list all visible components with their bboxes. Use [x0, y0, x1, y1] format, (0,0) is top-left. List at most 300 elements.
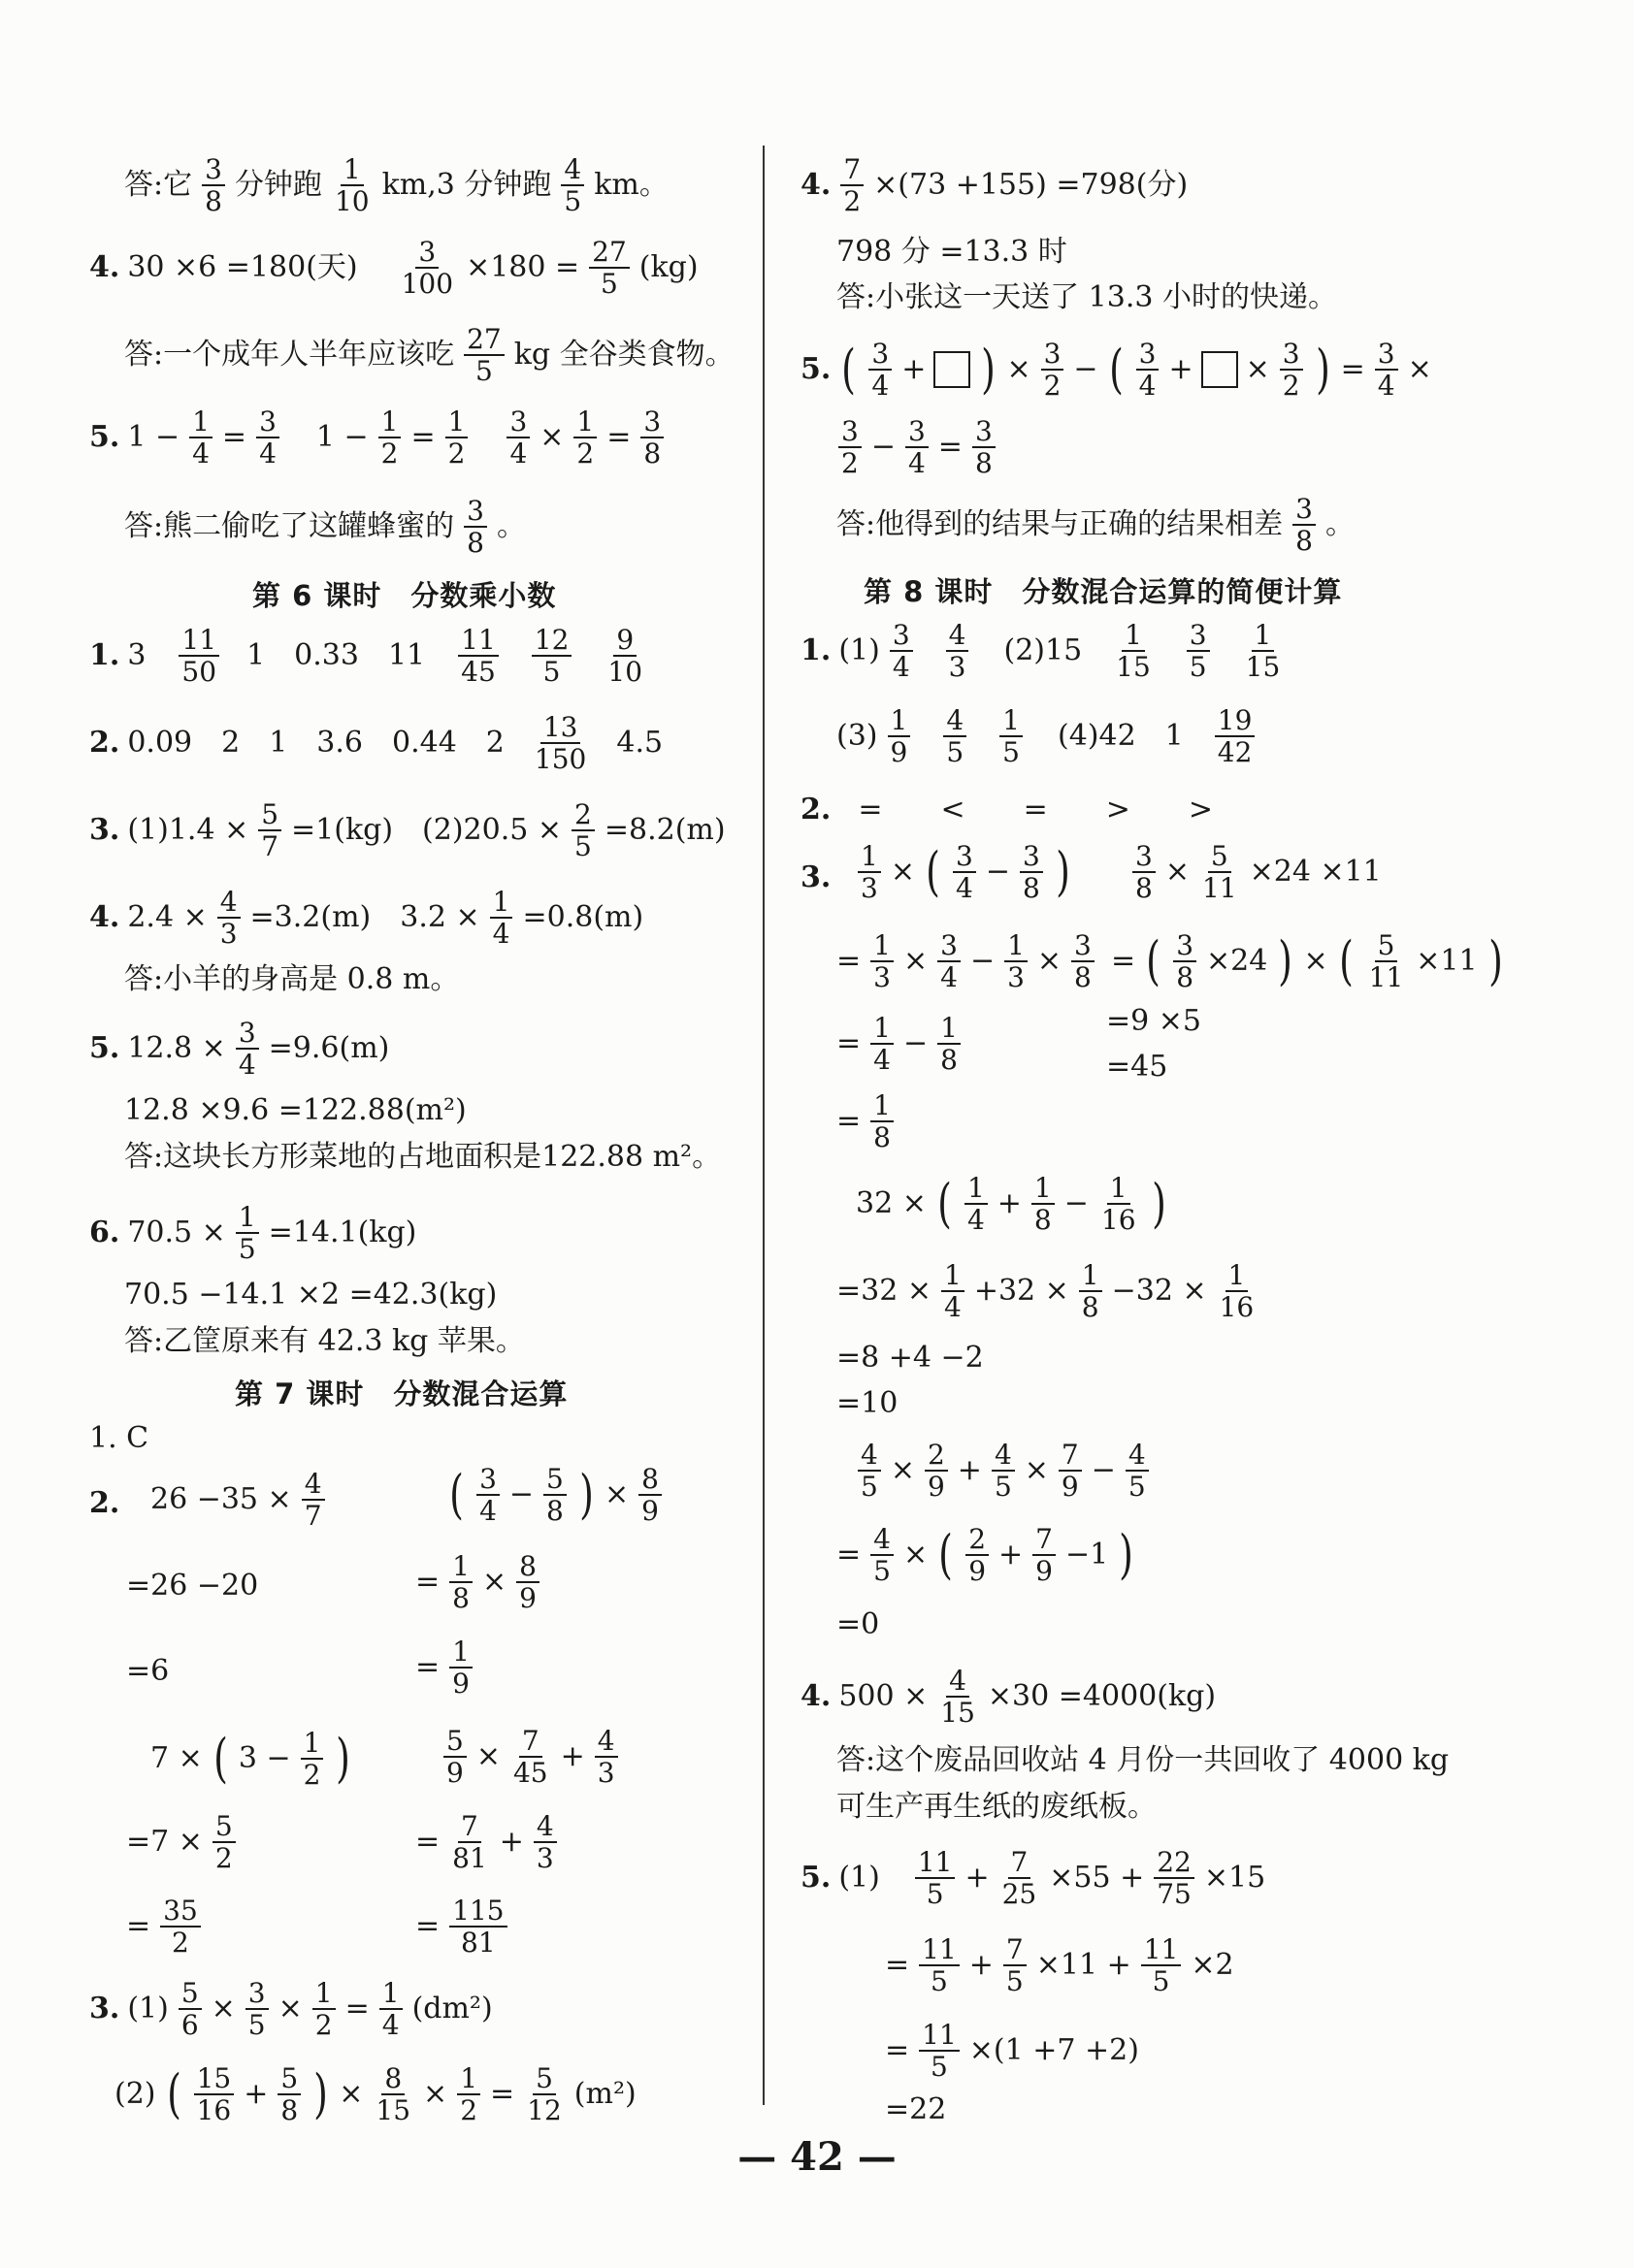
big-paren: ( — [166, 2063, 181, 2125]
fraction — [449, 1896, 507, 1958]
denominator: 4 — [259, 437, 277, 470]
l8-q3b-l2 — [1111, 931, 1506, 992]
l8-q2 — [801, 795, 1213, 825]
l8-q4 — [801, 1667, 1216, 1728]
denominator: 4 — [871, 370, 890, 403]
numerator: 1 — [941, 1261, 964, 1292]
math-text: 4.5 — [616, 726, 664, 761]
math-text: − — [1091, 1453, 1116, 1488]
denominator: 9 — [519, 1582, 537, 1615]
fraction — [302, 1470, 325, 1531]
fraction — [1003, 1935, 1027, 1996]
fraction — [589, 238, 630, 299]
denominator: 5 — [1152, 1965, 1170, 1998]
denominator: 11 — [1201, 872, 1237, 905]
denominator: 5 — [926, 1878, 944, 1911]
math-text: − — [902, 1026, 929, 1061]
math-text: + — [560, 1739, 585, 1774]
denominator: 4 — [479, 1495, 497, 1528]
math-text: ×2 — [1191, 1948, 1234, 1983]
fraction — [919, 2021, 960, 2082]
denominator: 10 — [607, 656, 643, 689]
l6-q6 — [89, 1203, 416, 1264]
question-number: 1. — [801, 633, 832, 668]
fraction — [457, 2064, 480, 2125]
denominator: 5 — [574, 830, 592, 863]
denominator: 4 — [492, 918, 510, 951]
denominator: 8 — [974, 447, 993, 480]
l7-e2-l1 — [446, 1465, 664, 1526]
math-text: = — [937, 430, 963, 465]
denominator: 15 — [1116, 651, 1151, 684]
fraction — [449, 1637, 473, 1699]
numerator: 7 — [1003, 1935, 1027, 1966]
math-text: × — [1245, 352, 1270, 387]
r-q5 — [801, 340, 1432, 401]
big-paren: ( — [449, 1464, 464, 1526]
page-number: — 42 — — [737, 2134, 897, 2180]
denominator: 8 — [1033, 1204, 1052, 1237]
fraction — [888, 706, 911, 767]
question-number: 3. — [89, 813, 120, 848]
numerator: 2 — [925, 1441, 948, 1472]
l7-e2-l2 — [415, 1552, 541, 1613]
math-text: × — [539, 420, 565, 455]
denominator: 4 — [192, 437, 210, 470]
fraction — [449, 1552, 473, 1613]
math-text: = — [415, 1825, 441, 1860]
numerator: 1 — [312, 1979, 336, 2010]
numerator: 4 — [561, 155, 584, 186]
fraction — [937, 931, 961, 992]
math-text: 1 − — [315, 420, 369, 455]
question-number: 4. — [89, 900, 120, 935]
fraction — [999, 1848, 1040, 1909]
l8-q3b-l4: =45 — [1106, 1050, 1168, 1084]
fraction — [1280, 340, 1303, 401]
r-q5-line2 — [836, 417, 997, 478]
math-text: × — [604, 1477, 630, 1512]
denominator: 5 — [931, 1965, 948, 1998]
math-text: = — [1340, 352, 1365, 387]
numerator: 7 — [840, 155, 864, 186]
lesson8-title: 第 8 课时 分数混合运算的简便计算 — [864, 575, 1343, 608]
math-text: = — [415, 1909, 441, 1944]
fraction — [458, 626, 499, 687]
r-q5-answer — [836, 495, 1355, 556]
math-text: + — [964, 1861, 990, 1895]
denominator: 16 — [1219, 1291, 1255, 1324]
math-text: × — [1164, 855, 1190, 890]
denominator: 5 — [601, 268, 618, 301]
math-text: × — [423, 2077, 448, 2112]
denominator: 5 — [1127, 1471, 1146, 1504]
math-text: = — [836, 1538, 862, 1572]
math-text: (1)1.4 × — [127, 813, 249, 848]
l7-q1: 1. C — [89, 1421, 149, 1455]
numerator: 1 — [858, 842, 881, 873]
l8-q3c-l1 — [856, 1174, 1169, 1235]
numerator: 3 — [640, 407, 664, 438]
fraction — [640, 407, 664, 469]
math-text: ×55 + — [1049, 1861, 1145, 1895]
numerator: 11 — [458, 626, 499, 657]
fraction — [999, 706, 1023, 767]
denominator: 8 — [1074, 961, 1092, 994]
l7-e1-l1 — [150, 1470, 327, 1531]
denominator: 15 — [376, 2094, 411, 2127]
math-text: (2) — [114, 2077, 156, 2112]
fraction — [464, 325, 505, 386]
fraction — [1141, 1935, 1182, 1996]
numerator: 1 — [189, 407, 212, 438]
denominator: 4 — [943, 1291, 962, 1324]
numerator: 5 — [179, 1979, 202, 2010]
fraction — [1113, 621, 1154, 682]
numerator: 3 — [838, 417, 862, 448]
denominator: 16 — [1100, 1204, 1136, 1237]
math-text: −32 × — [1111, 1274, 1207, 1309]
math-text: 500 × — [838, 1679, 929, 1714]
numerator: 19 — [1215, 706, 1256, 737]
denominator: 4 — [956, 872, 973, 905]
denominator: 9 — [968, 1555, 987, 1588]
fraction — [561, 155, 584, 216]
numerator: 1 — [341, 155, 364, 186]
fraction — [1132, 842, 1156, 903]
fraction — [332, 155, 373, 216]
denominator: 2 — [214, 1842, 233, 1875]
denominator: 4 — [873, 1044, 891, 1077]
question-number: 4. — [89, 250, 120, 285]
denominator: 4 — [238, 1049, 256, 1082]
big-paren: ) — [1315, 339, 1330, 401]
math-text: 30 ×6 =180(天) — [127, 250, 358, 285]
fraction — [510, 1727, 551, 1788]
q4-answer — [124, 325, 735, 386]
math-text: 。 — [1324, 507, 1355, 542]
math-text: =1(kg) (2)20.5 × — [291, 813, 563, 848]
column-divider — [763, 146, 765, 2105]
lesson6-title: 第 6 课时 分数乘小数 — [252, 579, 557, 612]
math-text: = — [126, 1909, 151, 1944]
big-paren: ( — [841, 339, 857, 401]
big-paren: ( — [1146, 930, 1161, 992]
denominator: 150 — [534, 743, 587, 776]
fraction — [972, 417, 996, 478]
denominator: 2 — [314, 2009, 333, 2042]
big-paren: ) — [1151, 1173, 1166, 1235]
denominator: 2 — [172, 1927, 189, 1960]
math-text: ×11 + — [1035, 1948, 1131, 1983]
fraction — [1032, 1525, 1056, 1586]
fraction — [638, 1465, 662, 1526]
numerator: 1 — [1031, 1174, 1055, 1205]
fraction — [534, 1812, 557, 1873]
fraction — [258, 800, 281, 861]
l6-q6-line2: 70.5 −14.1 ×2 =42.3(kg) — [124, 1278, 498, 1312]
math-text: ×24 — [1206, 944, 1268, 979]
math-text: × — [481, 1565, 507, 1600]
denominator: 4 — [940, 961, 958, 994]
math-text: =32 × — [836, 1274, 931, 1309]
math-text: × — [1036, 944, 1062, 979]
numerator: 3 — [1071, 931, 1095, 962]
math-text: +32 × — [973, 1274, 1069, 1309]
math-text: 3 — [127, 638, 147, 673]
l6-q4-answer: 答:小羊的身高是 0.8 m。 — [124, 962, 460, 996]
fraction — [212, 1812, 236, 1873]
fraction — [1079, 1261, 1102, 1322]
numerator: 5 — [1208, 842, 1231, 873]
fraction — [858, 1441, 881, 1502]
numerator: 8 — [638, 1465, 662, 1496]
numerator: 1 — [1122, 621, 1145, 652]
denominator: 3 — [861, 872, 878, 905]
numerator: 13 — [540, 713, 581, 744]
denominator: 2 — [1282, 370, 1300, 403]
math-text: + — [997, 1186, 1022, 1221]
numerator: 27 — [464, 325, 505, 356]
l6-q5 — [89, 1019, 389, 1080]
numerator: 11 — [919, 2021, 960, 2052]
fraction — [1243, 621, 1284, 682]
numerator: 1 — [937, 1014, 961, 1045]
fraction — [1071, 931, 1095, 992]
math-text: × — [339, 2077, 364, 2112]
numerator: 3 — [236, 1019, 259, 1050]
fraction — [925, 1441, 948, 1502]
l8-q5-l1 — [801, 1848, 1265, 1909]
denominator: 2 — [1043, 370, 1062, 403]
fraction — [870, 1014, 894, 1075]
denominator: 7 — [304, 1500, 322, 1533]
fraction — [445, 407, 469, 469]
fraction — [278, 2064, 301, 2125]
fraction — [476, 1465, 500, 1526]
numerator: 1 — [999, 706, 1023, 737]
math-text: = — [885, 2033, 910, 2068]
math-text: = — [885, 1948, 910, 1983]
l8-q3a-l1 — [856, 842, 1073, 903]
fraction — [464, 497, 487, 558]
l6-q5-answer: 答:这块长方形菜地的占地面积是122.88 m²。 — [124, 1140, 722, 1174]
l6-q2 — [89, 713, 663, 774]
fraction — [1098, 1174, 1139, 1235]
denominator: 2 — [460, 2094, 478, 2127]
math-text: (3) — [836, 719, 878, 754]
math-text: 答:熊二偷吃了这罐蜂蜜的 — [124, 509, 455, 544]
math-text: = — [836, 944, 862, 979]
numerator: 3 — [1173, 931, 1196, 962]
numerator: 1 — [490, 888, 513, 919]
l7-e4-l3 — [415, 1896, 509, 1958]
denominator: 9 — [890, 736, 908, 769]
fraction — [507, 407, 530, 469]
denominator: 8 — [546, 1495, 564, 1528]
numerator: 3 — [245, 1979, 269, 2010]
numerator: 11 — [179, 626, 219, 657]
numerator: 3 — [1136, 340, 1160, 371]
numerator: 4 — [992, 1441, 1015, 1472]
numerator: 12 — [532, 626, 572, 657]
numerator: 3 — [868, 340, 892, 371]
denominator: 3 — [597, 1757, 615, 1790]
denominator: 3 — [873, 961, 891, 994]
numerator: 3 — [905, 417, 929, 448]
denominator: 9 — [452, 1668, 470, 1701]
math-text: × — [1303, 944, 1328, 979]
fraction — [301, 1729, 324, 1790]
math-text: − — [508, 1477, 535, 1512]
denominator: 2 — [841, 447, 859, 480]
big-paren: ( — [1338, 930, 1354, 992]
numerator: 9 — [613, 626, 637, 657]
fraction — [595, 1727, 618, 1788]
denominator: 8 — [940, 1044, 958, 1077]
lesson7-title: 第 7 课时 分数混合运算 — [235, 1377, 569, 1410]
denominator: 8 — [1135, 872, 1153, 905]
fraction — [378, 407, 402, 469]
numerator: 3 — [1280, 340, 1303, 371]
blank-box — [933, 351, 970, 388]
denominator: 8 — [1295, 525, 1313, 558]
l7-e1-l2: =26 −20 — [126, 1569, 259, 1603]
numerator: 1 — [449, 1637, 473, 1669]
numerator: 1 — [236, 1203, 259, 1234]
math-text: 70.5 × — [127, 1215, 226, 1250]
fraction — [572, 800, 595, 861]
fraction — [905, 417, 929, 478]
numerator: 5 — [258, 800, 281, 831]
fraction — [532, 713, 589, 774]
numerator: 1 — [378, 407, 402, 438]
numerator: 3 — [1041, 340, 1064, 371]
denominator: 6 — [180, 2009, 199, 2042]
numerator: 3 — [202, 155, 225, 186]
numerator: 5 — [543, 1465, 567, 1496]
l8-q3c-l2 — [836, 1261, 1258, 1322]
big-paren: ) — [579, 1464, 594, 1526]
denominator: 2 — [380, 437, 399, 470]
l8-q3c-l3: =8 +4 −2 — [836, 1341, 984, 1375]
numerator: 27 — [589, 238, 630, 269]
fraction — [1136, 340, 1160, 401]
fraction — [937, 1667, 978, 1728]
numerator: 3 — [972, 417, 996, 448]
l7-e4-l2 — [415, 1812, 559, 1873]
fraction — [256, 407, 279, 469]
numerator: 4 — [1126, 1441, 1149, 1472]
denominator: 5 — [475, 355, 493, 388]
math-text: − — [1073, 352, 1098, 387]
math-text: =8.2(m) — [604, 813, 726, 848]
denominator: 8 — [205, 185, 222, 218]
math-text: × — [475, 1739, 501, 1774]
denominator: 2 — [576, 437, 595, 470]
big-paren: ) — [1119, 1524, 1134, 1586]
denominator: 2 — [447, 437, 466, 470]
fraction — [516, 1552, 539, 1613]
denominator: 8 — [1176, 961, 1194, 994]
numerator: 8 — [381, 2064, 405, 2095]
numerator: 35 — [160, 1896, 201, 1928]
numerator: 5 — [1375, 931, 1398, 962]
math-text: −1 — [1064, 1538, 1109, 1572]
q4 — [89, 238, 699, 299]
math-text: − — [969, 944, 996, 979]
fraction — [964, 1174, 988, 1235]
denominator: 10 — [334, 185, 370, 218]
big-paren: ) — [981, 339, 997, 401]
l7-q3-1 — [89, 1979, 493, 2040]
denominator: 8 — [467, 527, 484, 560]
numerator: 11 — [1141, 1935, 1182, 1966]
numerator: 3 — [507, 407, 530, 438]
math-text: = — [490, 2077, 515, 2112]
big-paren: ( — [212, 1728, 228, 1790]
fraction — [1020, 842, 1043, 903]
numerator: 11 — [919, 1935, 960, 1966]
big-paren: ( — [926, 841, 940, 903]
denominator: 3 — [948, 651, 966, 684]
denominator: 5 — [946, 736, 964, 769]
math-text: 7 × — [150, 1741, 203, 1776]
fraction — [543, 1465, 567, 1526]
denominator: 81 — [461, 1927, 496, 1960]
fraction — [189, 407, 212, 469]
question-number: 4. — [801, 1679, 832, 1714]
numerator: 5 — [212, 1812, 236, 1843]
denominator: 4 — [381, 2009, 400, 2042]
denominator: 4 — [966, 1204, 985, 1237]
big-paren: ) — [1056, 841, 1070, 903]
denominator: 2 — [303, 1759, 321, 1792]
fraction — [1292, 495, 1316, 556]
numerator: 5 — [533, 2064, 556, 2095]
question-number: 5. — [89, 420, 120, 455]
l7-q2-no — [89, 1486, 120, 1520]
denominator: 75 — [1157, 1878, 1192, 1911]
fraction — [202, 155, 225, 216]
numerator: 1 — [964, 1174, 988, 1205]
math-text: (2)15 — [1003, 633, 1083, 668]
numerator: 3 — [476, 1465, 500, 1496]
numerator: 4 — [946, 1667, 969, 1698]
fraction — [1173, 931, 1196, 992]
math-text: 0.09 2 1 3.6 0.44 2 — [127, 726, 505, 761]
math-text: × — [1024, 1453, 1049, 1488]
r-q4-answer: 答:小张这一天送了 13.3 小时的快递。 — [836, 280, 1337, 314]
math-text: (1) — [838, 1861, 880, 1895]
question-number: 6. — [89, 1215, 120, 1250]
fraction — [245, 1979, 269, 2040]
fraction — [946, 621, 969, 682]
math-text: × — [902, 1538, 929, 1572]
denominator: 9 — [1061, 1471, 1079, 1504]
l8-q3a-l2 — [836, 931, 1096, 992]
numerator: 1 — [1252, 621, 1275, 652]
fraction — [870, 1525, 894, 1586]
denominator: 4 — [907, 447, 926, 480]
denominator: 5 — [1189, 651, 1207, 684]
numerator: 1 — [870, 1091, 894, 1122]
l7-e1-l3: =6 — [126, 1654, 170, 1688]
l7-e4-l1 — [441, 1727, 620, 1788]
denominator: 11 — [1368, 961, 1404, 994]
math-text: = — [606, 420, 632, 455]
math-text: + — [957, 1453, 982, 1488]
